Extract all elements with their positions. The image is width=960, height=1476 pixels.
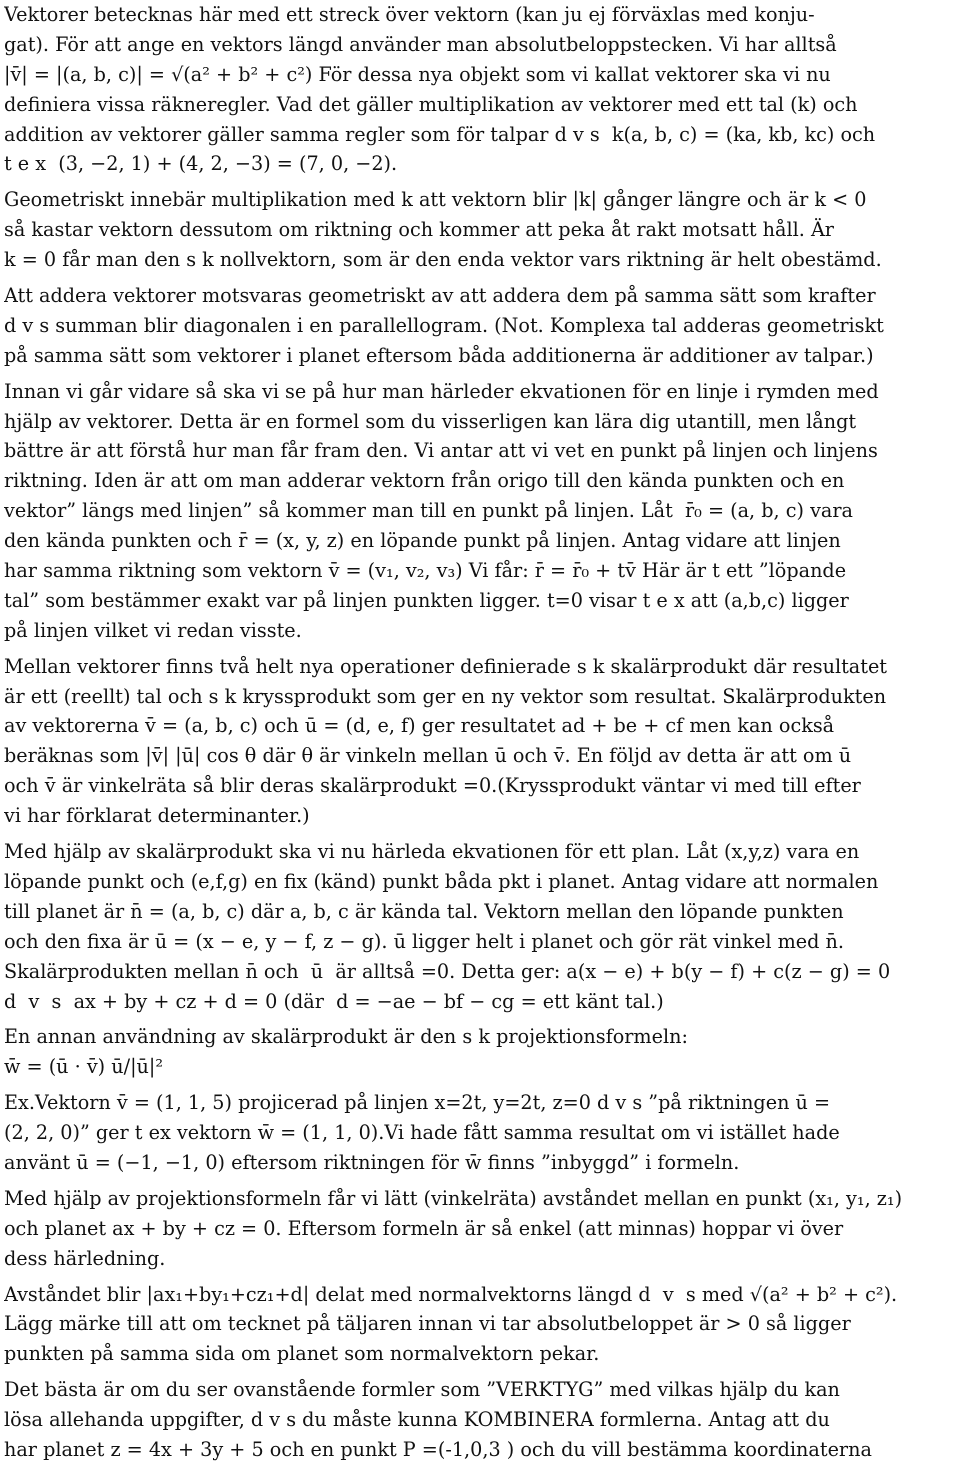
- text-line: så kastar vektorn dessutom om riktning och kommer att peka åt rakt motsatt håll. Är: [4, 218, 834, 242]
- text-line: på samma sätt som vektorer i planet eftersom båda additionerna är additioner av talpar.): [4, 343, 874, 367]
- text-line: Mellan vektorer finns två helt nya operationer definierade s k skalärprodukt där resultatet: [4, 654, 888, 678]
- text-line: till planet är n̄ = (a, b, c) där a, b, c är kända tal. Vektorn mellan den löpande punkten: [4, 899, 844, 923]
- text-line: Geometriskt innebär multiplikation med k att vektorn blir |k| gånger längre och är k < 0: [4, 188, 867, 212]
- paragraph: [4, 1375, 956, 1465]
- text-line: använt ū = (−1, −1, 0) eftersom riktningen för w̄ finns ”inbyggd” i formeln.: [4, 1150, 740, 1174]
- text-line: Med hjälp av projektionsformeln får vi lätt (vinkelräta) avståndet mellan en punkt (x₁, y₁, z₁): [4, 1186, 903, 1210]
- text-line: Lägg märke till att om tecknet på täljaren innan vi tar absolutbeloppet är > 0 så ligger: [4, 1312, 851, 1336]
- paragraph: [4, 185, 956, 275]
- text-line: vektor” längs med linjen” så kommer man till en punkt på linjen. Låt r̄₀ = (a, b, c) vara: [4, 499, 853, 523]
- paragraph: [4, 281, 956, 371]
- paragraph: [4, 837, 956, 1016]
- paragraph: [4, 0, 956, 179]
- text-line: k = 0 får man den s k nollvektorn, som är den enda vektor vars riktning är helt obestämd.: [4, 248, 882, 272]
- paragraph: [4, 652, 956, 831]
- text-line: Att addera vektorer motsvaras geometriskt av att addera dem på samma sätt som krafter: [4, 284, 876, 308]
- text-line: |v̄| = |(a, b, c)| = √(a² + b² + c²) För dessa nya objekt som vi kallat vektorer ska vi nu: [4, 62, 831, 86]
- text-line: punkten på samma sida om planet som normalvektorn pekar.: [4, 1342, 600, 1366]
- text-line: En annan användning av skalärprodukt är den s k projektionsformeln:: [4, 1025, 688, 1049]
- text-line: Det bästa är om du ser ovanstående formler som ”VERKTYG” med vilkas hjälp du kan: [4, 1378, 840, 1402]
- text-line: Skalärprodukten mellan n̄ och ū är alltså =0. Detta ger: a(x − e) + b(y − f) + c(z − g) = 0: [4, 959, 891, 983]
- text-line: Ex.Vektorn v̄ = (1, 1, 5) projicerad på linjen x=2t, y=2t, z=0 d v s ”på riktningen ū =: [4, 1091, 831, 1115]
- text-line: Innan vi går vidare så ska vi se på hur man härleder ekvationen för en linje i rymden med: [4, 379, 879, 403]
- text-line: (2, 2, 0)” ger t ex vektorn w̄ = (1, 1, 0).Vi hade fått samma resultat om vi istället hade: [4, 1121, 840, 1145]
- paragraph: [4, 377, 956, 646]
- text-line: beräknas som |v̄| |ū| cos θ där θ är vinkeln mellan ū och v̄. En följd av detta är att om ū: [4, 744, 852, 768]
- text-line: den kända punkten och r̄ = (x, y, z) en löpande punkt på linjen. Antag vidare att linjen: [4, 529, 841, 553]
- text-line: w̄ = (ū · v̄) ū/|ū|²: [4, 1055, 164, 1079]
- text-line: hjälp av vektorer. Detta är en formel som du visserligen kan lära dig utantill, men långt: [4, 409, 857, 433]
- text-line: har planet z = 4x + 3y + 5 och en punkt P =(-1,0,3 ) och du vill bestämma koordinaterna: [4, 1437, 872, 1461]
- text-line: definiera vissa räkneregler. Vad det gäller multiplikation av vektorer med ett tal (k) och: [4, 92, 858, 116]
- text-line: av vektorerna v̄ = (a, b, c) och ū = (d, e, f) ger resultatet ad + be + cf men kan också: [4, 714, 835, 738]
- text-line: lösa allehanda uppgifter, d v s du måste kunna KOMBINERA formlerna. Antag att du: [4, 1408, 830, 1432]
- text-line: och v̄ är vinkelräta så blir deras skalärprodukt =0.(Kryssprodukt väntar vi med till efter: [4, 774, 861, 798]
- text-line: d v s ax + by + cz + d = 0 (där d = −ae − bf − cg = ett känt tal.): [4, 989, 664, 1013]
- paragraph: [4, 1280, 956, 1370]
- text-line: och den fixa är ū = (x − e, y − f, z − g). ū ligger helt i planet och gör rät vinkel med n̄.: [4, 929, 844, 953]
- text-line: löpande punkt och (e,f,g) en fix (känd) punkt båda pkt i planet. Antag vidare att normalen: [4, 869, 879, 893]
- text-line: är ett (reellt) tal och s k kryssprodukt som ger en ny vektor som resultat. Skalärprodukten: [4, 684, 887, 708]
- paragraph: [4, 1088, 956, 1178]
- text-line: bättre är att förstå hur man får fram den. Vi antar att vi vet en punkt på linjen och linjens: [4, 439, 878, 463]
- text-line: och planet ax + by + cz = 0. Eftersom formeln är så enkel (att minnas) hoppar vi över: [4, 1216, 844, 1240]
- paragraph: [4, 1022, 956, 1082]
- text-line: t e x (3, −2, 1) + (4, 2, −3) = (7, 0, −2).: [4, 152, 398, 176]
- text-line: d v s summan blir diagonalen i en parallellogram. (Not. Komplexa tal adderas geometriskt: [4, 313, 884, 337]
- text-line: Med hjälp av skalärprodukt ska vi nu härleda ekvationen för ett plan. Låt (x,y,z) vara en: [4, 840, 860, 864]
- text-line: tal” som bestämmer exakt var på linjen punkten ligger. t=0 visar t e x att (a,b,c) ligger: [4, 588, 849, 612]
- text-line: Avståndet blir |ax₁+by₁+cz₁+d| delat med normalvektorns längd d v s med √(a² + b² + c²).: [4, 1282, 898, 1306]
- text-line: dess härledning.: [4, 1246, 166, 1270]
- text-line: riktning. Iden är att om man adderar vektorn från origo till den kända punkten och en: [4, 469, 845, 493]
- text-line: har samma riktning som vektorn v̄ = (v₁, v₂, v₃) Vi får: r̄ = r̄₀ + tv̄ Här är t ett ”löpande: [4, 559, 847, 583]
- text-line: gat). För att ange en vektors längd använder man absolutbeloppstecken. Vi har alltså: [4, 32, 837, 56]
- text-line: på linjen vilket vi redan visste.: [4, 618, 302, 642]
- text-line: addition av vektorer gäller samma regler som för talpar d v s k(a, b, c) = (ka, kb, kc) och: [4, 122, 876, 146]
- text-line: Vektorer betecknas här med ett streck över vektorn (kan ju ej förväxlas med konju-: [4, 3, 815, 26]
- paragraph: [4, 1184, 956, 1274]
- text-line: vi har förklarat determinanter.): [4, 804, 310, 828]
